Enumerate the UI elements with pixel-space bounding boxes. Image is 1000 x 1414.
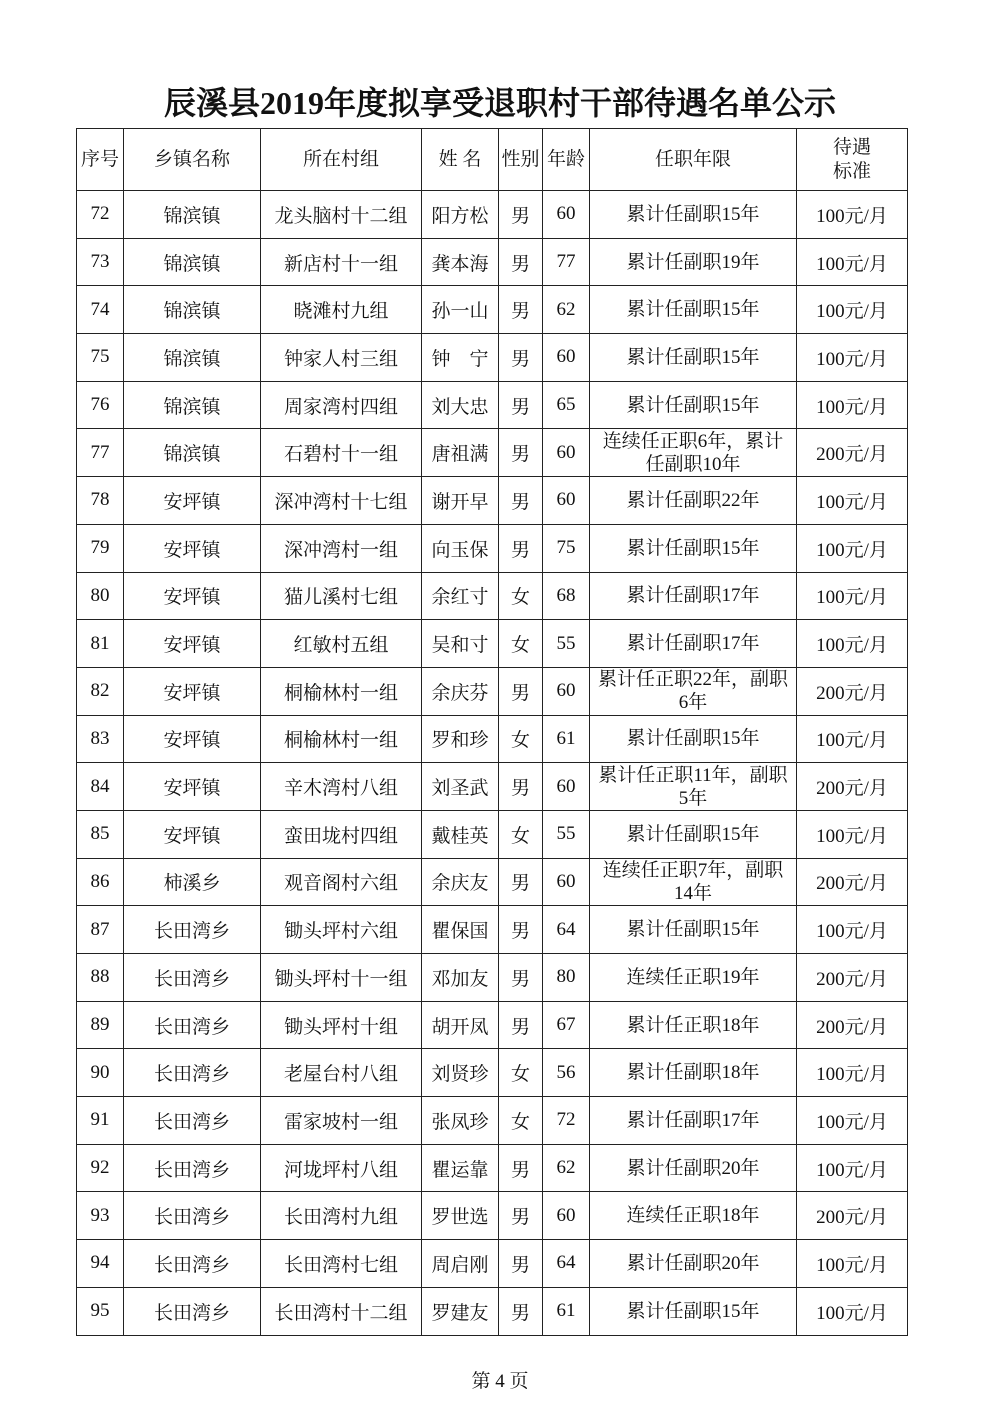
table-row [77, 763, 908, 811]
cell-village-group: 周家湾村四组 [261, 381, 422, 429]
cell-village-group: 老屋台村八组 [261, 1049, 422, 1097]
cell-name: 刘大忠 [422, 381, 499, 429]
cell-gender: 男 [499, 1287, 543, 1335]
cell-gender: 女 [499, 1049, 543, 1097]
cell-village-group: 红敏村五组 [261, 620, 422, 668]
cell-benefit: 100元/月 [797, 238, 908, 286]
cell-age: 60 [543, 429, 590, 477]
cell-gender: 男 [499, 1192, 543, 1240]
cell-seq: 95 [77, 1287, 124, 1335]
cell-term: 累计任副职15年 [590, 906, 797, 954]
cell-township: 长田湾乡 [124, 1192, 261, 1240]
cell-age: 62 [543, 1144, 590, 1192]
cell-township: 锦滨镇 [124, 429, 261, 477]
cell-name: 余庆芬 [422, 667, 499, 715]
cell-age: 80 [543, 954, 590, 1002]
cell-village-group: 长田湾村九组 [261, 1192, 422, 1240]
cell-gender: 女 [499, 810, 543, 858]
cell-seq: 83 [77, 715, 124, 763]
cell-benefit: 200元/月 [797, 667, 908, 715]
cell-seq: 79 [77, 524, 124, 572]
page-number: 第 4 页 [471, 1371, 529, 1392]
table-row [77, 715, 908, 763]
cell-name: 龚本海 [422, 238, 499, 286]
cell-term: 累计任副职15年 [590, 286, 797, 334]
cell-seq: 89 [77, 1001, 124, 1049]
cell-term: 累计任副职15年 [590, 381, 797, 429]
cell-seq: 72 [77, 191, 124, 239]
cell-age: 62 [543, 286, 590, 334]
cell-seq: 80 [77, 572, 124, 620]
cell-village-group: 晓滩村九组 [261, 286, 422, 334]
cell-village-group: 蛮田垅村四组 [261, 810, 422, 858]
table-row [77, 286, 908, 334]
cell-term: 累计任副职15年 [590, 1287, 797, 1335]
cell-benefit: 200元/月 [797, 858, 908, 906]
cell-village-group: 河垅坪村八组 [261, 1144, 422, 1192]
cell-benefit: 200元/月 [797, 763, 908, 811]
cell-term: 累计任副职15年 [590, 334, 797, 382]
cell-township: 锦滨镇 [124, 286, 261, 334]
cell-gender: 男 [499, 191, 543, 239]
cell-township: 锦滨镇 [124, 334, 261, 382]
cell-age: 67 [543, 1001, 590, 1049]
cell-seq: 84 [77, 763, 124, 811]
cell-gender: 男 [499, 334, 543, 382]
cell-term: 累计任正职22年，副职6年 [590, 667, 797, 715]
cell-age: 60 [543, 477, 590, 525]
table-body [77, 191, 908, 1336]
table-row [77, 1097, 908, 1145]
table-row [77, 334, 908, 382]
cell-village-group: 新店村十一组 [261, 238, 422, 286]
cell-age: 60 [543, 763, 590, 811]
cell-village-group: 深冲湾村一组 [261, 524, 422, 572]
cell-benefit: 100元/月 [797, 286, 908, 334]
cell-term: 累计任副职17年 [590, 1097, 797, 1145]
cell-term: 累计任副职18年 [590, 1049, 797, 1097]
cell-name: 钟 宁 [422, 334, 499, 382]
table-row [77, 1001, 908, 1049]
cell-name: 罗世选 [422, 1192, 499, 1240]
cell-age: 61 [543, 715, 590, 763]
cell-seq: 82 [77, 667, 124, 715]
cell-township: 长田湾乡 [124, 1287, 261, 1335]
cell-age: 61 [543, 1287, 590, 1335]
table-row [77, 238, 908, 286]
table-row [77, 381, 908, 429]
cell-village-group: 雷家坡村一组 [261, 1097, 422, 1145]
cell-seq: 91 [77, 1097, 124, 1145]
cell-seq: 88 [77, 954, 124, 1002]
cell-age: 56 [543, 1049, 590, 1097]
header-term: 任职年限 [590, 129, 797, 191]
cell-benefit: 100元/月 [797, 524, 908, 572]
cell-seq: 86 [77, 858, 124, 906]
cell-seq: 74 [77, 286, 124, 334]
cell-village-group: 深冲湾村十七组 [261, 477, 422, 525]
cell-township: 长田湾乡 [124, 906, 261, 954]
table-row [77, 667, 908, 715]
cell-seq: 81 [77, 620, 124, 668]
cell-gender: 男 [499, 477, 543, 525]
table-row [77, 1049, 908, 1097]
cell-gender: 男 [499, 1240, 543, 1288]
cell-township: 锦滨镇 [124, 191, 261, 239]
cell-age: 60 [543, 667, 590, 715]
cell-term: 累计任副职20年 [590, 1240, 797, 1288]
cell-name: 瞿运靠 [422, 1144, 499, 1192]
table-row [77, 810, 908, 858]
table-row [77, 524, 908, 572]
cell-name: 罗和珍 [422, 715, 499, 763]
table-row [77, 1240, 908, 1288]
cell-name: 阳方松 [422, 191, 499, 239]
cell-term: 累计任正职18年 [590, 1001, 797, 1049]
cell-name: 刘圣武 [422, 763, 499, 811]
cell-township: 长田湾乡 [124, 1144, 261, 1192]
cell-name: 向玉保 [422, 524, 499, 572]
cell-township: 安坪镇 [124, 620, 261, 668]
cell-name: 余庆友 [422, 858, 499, 906]
cell-name: 戴桂英 [422, 810, 499, 858]
cell-benefit: 100元/月 [797, 381, 908, 429]
cell-age: 60 [543, 334, 590, 382]
header-name: 姓 名 [422, 129, 499, 191]
cell-benefit: 100元/月 [797, 1097, 908, 1145]
table-row [77, 1144, 908, 1192]
cell-township: 安坪镇 [124, 763, 261, 811]
cell-benefit: 100元/月 [797, 1049, 908, 1097]
cell-benefit: 200元/月 [797, 1001, 908, 1049]
cell-township: 锦滨镇 [124, 238, 261, 286]
cell-age: 60 [543, 191, 590, 239]
cell-age: 68 [543, 572, 590, 620]
cell-benefit: 100元/月 [797, 1144, 908, 1192]
cell-term: 连续任正职6年，累计任副职10年 [590, 429, 797, 477]
cell-name: 周启刚 [422, 1240, 499, 1288]
cell-village-group: 长田湾村七组 [261, 1240, 422, 1288]
header-gender: 性别 [499, 129, 543, 191]
cell-gender: 男 [499, 286, 543, 334]
cell-village-group: 钟家人村三组 [261, 334, 422, 382]
cell-name: 罗建友 [422, 1287, 499, 1335]
cell-age: 60 [543, 858, 590, 906]
cell-benefit: 100元/月 [797, 334, 908, 382]
cell-term: 累计任副职15年 [590, 191, 797, 239]
cell-benefit: 100元/月 [797, 191, 908, 239]
cell-name: 刘贤珍 [422, 1049, 499, 1097]
cell-name: 张凤珍 [422, 1097, 499, 1145]
cell-term: 连续任正职7年，副职14年 [590, 858, 797, 906]
cell-term: 累计任副职15年 [590, 810, 797, 858]
cell-seq: 77 [77, 429, 124, 477]
cell-term: 累计任副职17年 [590, 620, 797, 668]
cell-term: 连续任正职18年 [590, 1192, 797, 1240]
header-row [77, 129, 908, 191]
cell-name: 谢开早 [422, 477, 499, 525]
cell-village-group: 锄头坪村六组 [261, 906, 422, 954]
cell-gender: 男 [499, 429, 543, 477]
cell-benefit: 100元/月 [797, 1287, 908, 1335]
cell-age: 55 [543, 810, 590, 858]
cell-term: 累计任副职15年 [590, 524, 797, 572]
cell-township: 长田湾乡 [124, 1001, 261, 1049]
cell-seq: 93 [77, 1192, 124, 1240]
roster-table [76, 128, 908, 1336]
cell-age: 64 [543, 1240, 590, 1288]
cell-seq: 85 [77, 810, 124, 858]
header-seq: 序号 [77, 129, 124, 191]
cell-township: 长田湾乡 [124, 1097, 261, 1145]
cell-township: 安坪镇 [124, 715, 261, 763]
cell-seq: 90 [77, 1049, 124, 1097]
cell-township: 安坪镇 [124, 572, 261, 620]
cell-township: 长田湾乡 [124, 954, 261, 1002]
cell-benefit: 100元/月 [797, 810, 908, 858]
cell-age: 64 [543, 906, 590, 954]
cell-gender: 女 [499, 572, 543, 620]
cell-benefit: 100元/月 [797, 715, 908, 763]
cell-term: 累计任副职20年 [590, 1144, 797, 1192]
header-village-group: 所在村组 [261, 129, 422, 191]
cell-township: 长田湾乡 [124, 1240, 261, 1288]
cell-gender: 男 [499, 1144, 543, 1192]
table-row [77, 954, 908, 1002]
cell-name: 瞿保国 [422, 906, 499, 954]
cell-term: 累计任副职17年 [590, 572, 797, 620]
cell-village-group: 猫儿溪村七组 [261, 572, 422, 620]
cell-age: 72 [543, 1097, 590, 1145]
table-row [77, 1287, 908, 1335]
cell-benefit: 100元/月 [797, 1240, 908, 1288]
cell-township: 安坪镇 [124, 667, 261, 715]
cell-gender: 男 [499, 381, 543, 429]
cell-term: 累计任副职15年 [590, 715, 797, 763]
cell-gender: 男 [499, 954, 543, 1002]
cell-village-group: 观音阁村六组 [261, 858, 422, 906]
cell-seq: 94 [77, 1240, 124, 1288]
cell-term: 累计任正职11年，副职5年 [590, 763, 797, 811]
document-title: 辰溪县2019年度拟享受退职村干部待遇名单公示 [163, 85, 836, 121]
cell-village-group: 龙头脑村十二组 [261, 191, 422, 239]
cell-name: 孙一山 [422, 286, 499, 334]
cell-gender: 男 [499, 238, 543, 286]
cell-benefit: 200元/月 [797, 1192, 908, 1240]
cell-gender: 男 [499, 858, 543, 906]
cell-seq: 87 [77, 906, 124, 954]
header-benefit: 待遇标准 [797, 129, 908, 191]
cell-age: 75 [543, 524, 590, 572]
cell-township: 柿溪乡 [124, 858, 261, 906]
cell-seq: 92 [77, 1144, 124, 1192]
cell-gender: 男 [499, 667, 543, 715]
cell-township: 长田湾乡 [124, 1049, 261, 1097]
cell-seq: 78 [77, 477, 124, 525]
cell-name: 胡开凤 [422, 1001, 499, 1049]
cell-term: 累计任副职22年 [590, 477, 797, 525]
cell-name: 吴和寸 [422, 620, 499, 668]
cell-gender: 男 [499, 1001, 543, 1049]
cell-gender: 女 [499, 1097, 543, 1145]
cell-benefit: 100元/月 [797, 572, 908, 620]
header-township: 乡镇名称 [124, 129, 261, 191]
cell-gender: 男 [499, 906, 543, 954]
cell-name: 余红寸 [422, 572, 499, 620]
cell-village-group: 石碧村十一组 [261, 429, 422, 477]
cell-term: 累计任副职19年 [590, 238, 797, 286]
cell-gender: 女 [499, 715, 543, 763]
cell-seq: 73 [77, 238, 124, 286]
cell-seq: 76 [77, 381, 124, 429]
cell-village-group: 桐榆林村一组 [261, 715, 422, 763]
cell-age: 60 [543, 1192, 590, 1240]
cell-village-group: 锄头坪村十一组 [261, 954, 422, 1002]
cell-gender: 女 [499, 620, 543, 668]
cell-gender: 男 [499, 524, 543, 572]
table-row [77, 572, 908, 620]
cell-benefit: 100元/月 [797, 906, 908, 954]
cell-benefit: 100元/月 [797, 620, 908, 668]
cell-age: 65 [543, 381, 590, 429]
cell-benefit: 100元/月 [797, 477, 908, 525]
table-row [77, 620, 908, 668]
cell-village-group: 桐榆林村一组 [261, 667, 422, 715]
cell-township: 锦滨镇 [124, 381, 261, 429]
table-row [77, 858, 908, 906]
cell-benefit: 200元/月 [797, 954, 908, 1002]
cell-benefit: 200元/月 [797, 429, 908, 477]
cell-age: 77 [543, 238, 590, 286]
cell-term: 连续任正职19年 [590, 954, 797, 1002]
table-row [77, 1192, 908, 1240]
cell-name: 唐祖满 [422, 429, 499, 477]
cell-township: 安坪镇 [124, 810, 261, 858]
table-row [77, 906, 908, 954]
cell-seq: 75 [77, 334, 124, 382]
cell-age: 55 [543, 620, 590, 668]
cell-township: 安坪镇 [124, 524, 261, 572]
table-row [77, 191, 908, 239]
cell-village-group: 锄头坪村十组 [261, 1001, 422, 1049]
cell-village-group: 长田湾村十二组 [261, 1287, 422, 1335]
cell-township: 安坪镇 [124, 477, 261, 525]
table-row [77, 429, 908, 477]
cell-gender: 男 [499, 763, 543, 811]
table-row [77, 477, 908, 525]
cell-name: 邓加友 [422, 954, 499, 1002]
header-age: 年龄 [543, 129, 590, 191]
cell-village-group: 辛木湾村八组 [261, 763, 422, 811]
